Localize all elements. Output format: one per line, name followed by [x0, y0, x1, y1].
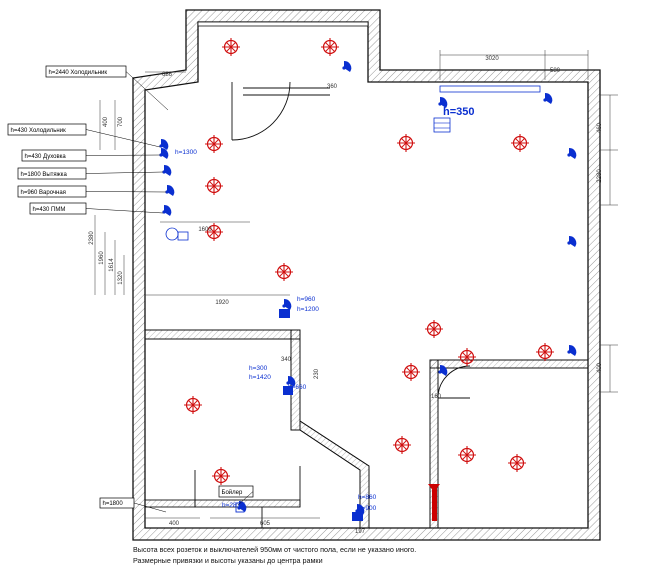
- callout-label: h=1800: [102, 501, 123, 507]
- socket-symbol: [402, 363, 420, 381]
- interior-walls: [145, 22, 588, 528]
- height-label: h=2870: [222, 502, 244, 509]
- switch-symbol: [162, 165, 171, 176]
- socket-symbol: [205, 135, 223, 153]
- dimension-text: 400: [103, 116, 109, 128]
- dimension-text: 400: [597, 362, 603, 374]
- callout-label: Бойлер: [221, 490, 243, 496]
- dimension-text: 360: [326, 84, 338, 90]
- callout-label: h=960 Варочная: [20, 190, 66, 196]
- footer-line-2: Размерные привязки и высоты указаны до центра рамки: [133, 555, 323, 565]
- switch-symbol: [543, 93, 552, 104]
- socket-symbol: [508, 454, 526, 472]
- switch-symbol: [282, 299, 291, 310]
- socket-symbol: [184, 396, 202, 414]
- height-label: h=1420: [249, 374, 271, 381]
- switch-symbol: [165, 185, 174, 196]
- dimension-text: 686: [161, 72, 173, 78]
- height-label: h=900: [358, 505, 377, 512]
- callout-label: h=2440 Холодильник: [48, 70, 108, 76]
- socket-symbol: [425, 320, 443, 338]
- callout-boxes: [8, 66, 253, 512]
- drawing-footer-note: [133, 545, 416, 567]
- socket-symbol: [205, 177, 223, 195]
- dimension-text: 605: [259, 521, 271, 527]
- socket-symbol: [458, 446, 476, 464]
- dimension-text: 2280: [597, 169, 603, 183]
- switch-symbol: [567, 345, 576, 356]
- socket-symbol: [321, 38, 339, 56]
- socket-symbol: [275, 263, 293, 281]
- height-label: h=960: [297, 296, 316, 303]
- switch-symbol: [342, 61, 351, 72]
- switch-symbol: [567, 236, 576, 247]
- height-label: h=300: [249, 365, 268, 372]
- doors: [195, 82, 470, 528]
- dimension-text: 460: [597, 122, 603, 134]
- dimension-text: 1600: [198, 227, 212, 233]
- height-label: h=1200: [297, 306, 319, 313]
- dimension-text: 160: [430, 394, 442, 400]
- height-label: h=660: [288, 384, 307, 391]
- switch-symbol: [567, 148, 576, 159]
- dimension-text: 580: [549, 68, 561, 74]
- switch-symbol: [159, 139, 168, 150]
- dimension-text: 1320: [118, 271, 124, 285]
- dimension-text: 700: [118, 116, 124, 128]
- socket-symbols: [184, 38, 554, 485]
- dimension-text: 1920: [215, 300, 229, 306]
- socket-symbol: [222, 38, 240, 56]
- socket-symbol: [511, 134, 529, 152]
- socket-symbol: [212, 467, 230, 485]
- height-label: h=350: [443, 106, 475, 118]
- dimension-text: 400: [168, 521, 180, 527]
- footer-line-1: Высота всех розеток и выключателей 950мм от чистого пола, если не указано иного.: [133, 545, 417, 554]
- socket-symbol: [397, 134, 415, 152]
- socket-symbol: [393, 436, 411, 454]
- dimension-text: 1960: [99, 251, 105, 265]
- dimension-text: 2380: [89, 231, 95, 245]
- dimension-lines: [95, 50, 618, 518]
- dimension-text: 1614: [109, 258, 115, 272]
- dimension-text: 340: [280, 357, 292, 363]
- callout-label: h=430 Духовка: [24, 154, 66, 160]
- dimension-text: 230: [314, 368, 320, 380]
- socket-symbol: [536, 343, 554, 361]
- dimension-text: 3020: [485, 56, 499, 62]
- dimension-text: 197: [354, 529, 366, 535]
- switch-symbols: [159, 61, 576, 515]
- callout-label: h=430 ПММ: [32, 207, 66, 213]
- callout-label: h=1800 Вытяжка: [20, 172, 67, 178]
- callout-label: h=430 Холодильник: [10, 128, 66, 134]
- switch-symbol: [162, 205, 171, 216]
- height-label: h=860: [358, 494, 377, 501]
- height-label: h=1300: [175, 149, 197, 156]
